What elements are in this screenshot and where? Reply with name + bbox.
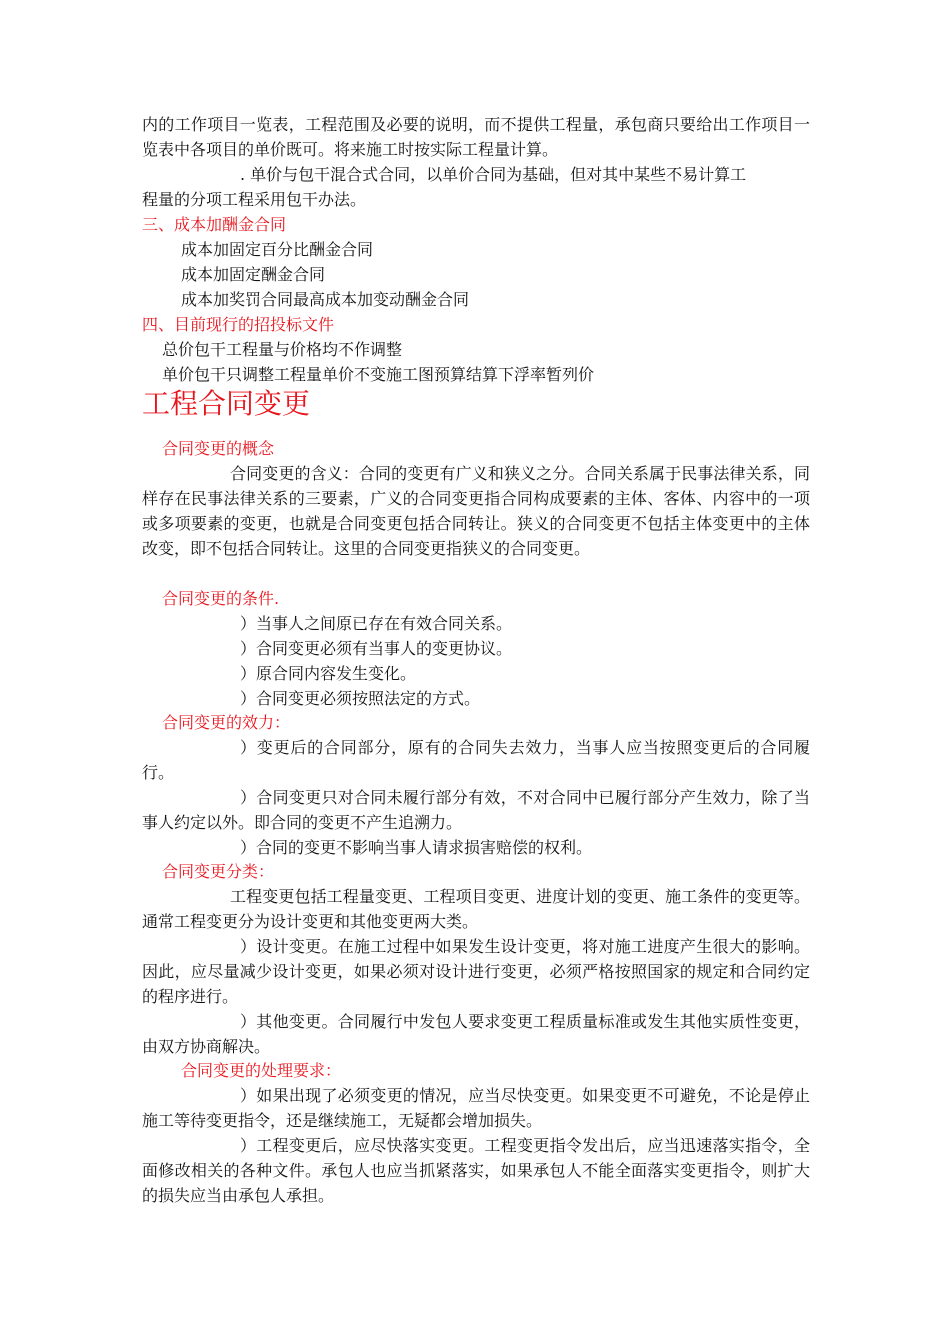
handling-item-2: ）工程变更后，应尽快落实变更。工程变更指令发出后，应当迅速落实指令，全面修改相关的各种文件。承包人也应当抓紧落实，如果承包人不能全面落实变更指令，则扩大的损失应当由承包人承担。	[142, 1136, 810, 1205]
section-4-item-2: 单价包干只调整工程量单价不变施工图预算结算下浮率暂列价	[162, 365, 595, 384]
main-title: 工程合同变更	[142, 387, 311, 420]
concept-heading: 合同变更的概念	[162, 439, 275, 458]
section-4-item-1: 总价包干工程量与价格均不作调整	[162, 340, 403, 359]
effect-item-2: ）合同变更只对合同未履行部分有效，不对合同中已履行部分产生效力，除了当事人约定以外。即合同的变更不产生追溯力。	[142, 788, 810, 832]
classification-text: 工程变更包括工程量变更、工程项目变更、进度计划的变更、施工条件的变更等。通常工程变更分为设计变更和其他变更两大类。	[142, 887, 810, 931]
section-3-item-1: 成本加固定百分比酬金合同	[181, 240, 374, 259]
classification-item-2: ）其他变更。合同履行中发包人要求变更工程质量标准或发生其他实质性变更，由双方协商解决。	[142, 1012, 810, 1056]
handling-heading: 合同变更的处理要求：	[181, 1061, 342, 1080]
effect-item-3: ）合同的变更不影响当事人请求损害赔偿的权利。	[240, 838, 593, 857]
concept-text: 合同变更的含义：合同的变更有广义和狭义之分。合同关系属于民事法律关系，同样存在民事法律关系的三要素，广义的合同变更指合同构成要素的主体、客体、内容中的一项或多项要素的变更，也就是合同变更包括合同转让。狭义的合同变更不包括主体变更中的主体改变，即不包括合同转让。这里的合同变更指狭义的合同变更。	[142, 464, 810, 558]
classification-heading: 合同变更分类：	[162, 862, 275, 881]
section-3-item-2: 成本加固定酬金合同	[181, 265, 326, 284]
condition-item-2: ）合同变更必须有当事人的变更协议。	[240, 639, 513, 658]
condition-item-4: ）合同变更必须按照法定的方式。	[240, 689, 481, 708]
condition-item-1: ）当事人之间原已存在有效合同关系。	[240, 614, 513, 633]
section-3-item-3: 成本加奖罚合同最高成本加变动酬金合同	[181, 290, 470, 309]
condition-item-3: ）原合同内容发生变化。	[240, 664, 417, 683]
section-4-heading: 四、目前现行的招投标文件	[142, 315, 335, 334]
conditions-heading: 合同变更的条件.	[162, 589, 280, 608]
classification-item-1: ）设计变更。在施工过程中如果发生设计变更，将对施工进度产生很大的影响。因此，应尽量减少设计变更，如果必须对设计进行变更，必须严格按照国家的规定和合同约定的程序进行。	[142, 937, 810, 1006]
section-3-heading: 三、成本加酬金合同	[142, 215, 287, 234]
effect-item-1: ）变更后的合同部分，原有的合同失去效力，当事人应当按照变更后的合同履行。	[142, 738, 810, 782]
handling-item-1: ）如果出现了必须变更的情况，应当尽快变更。如果变更不可避免，不论是停止施工等待变更指令，还是继续施工，无疑都会增加损失。	[142, 1086, 810, 1130]
intro-paragraph-2-cont: 程量的分项工程采用包干办法。	[142, 190, 367, 209]
effect-heading: 合同变更的效力：	[162, 713, 291, 732]
intro-paragraph-1: 内的工作项目一览表，工程范围及必要的说明，而不提供工程量，承包商只要给出工作项目一览表中各项目的单价既可。将来施工时按实际工程量计算。	[142, 115, 810, 159]
intro-paragraph-2-lead: . 单价与包干混合式合同，以单价合同为基础，但对其中某些不易计算工	[240, 165, 747, 184]
